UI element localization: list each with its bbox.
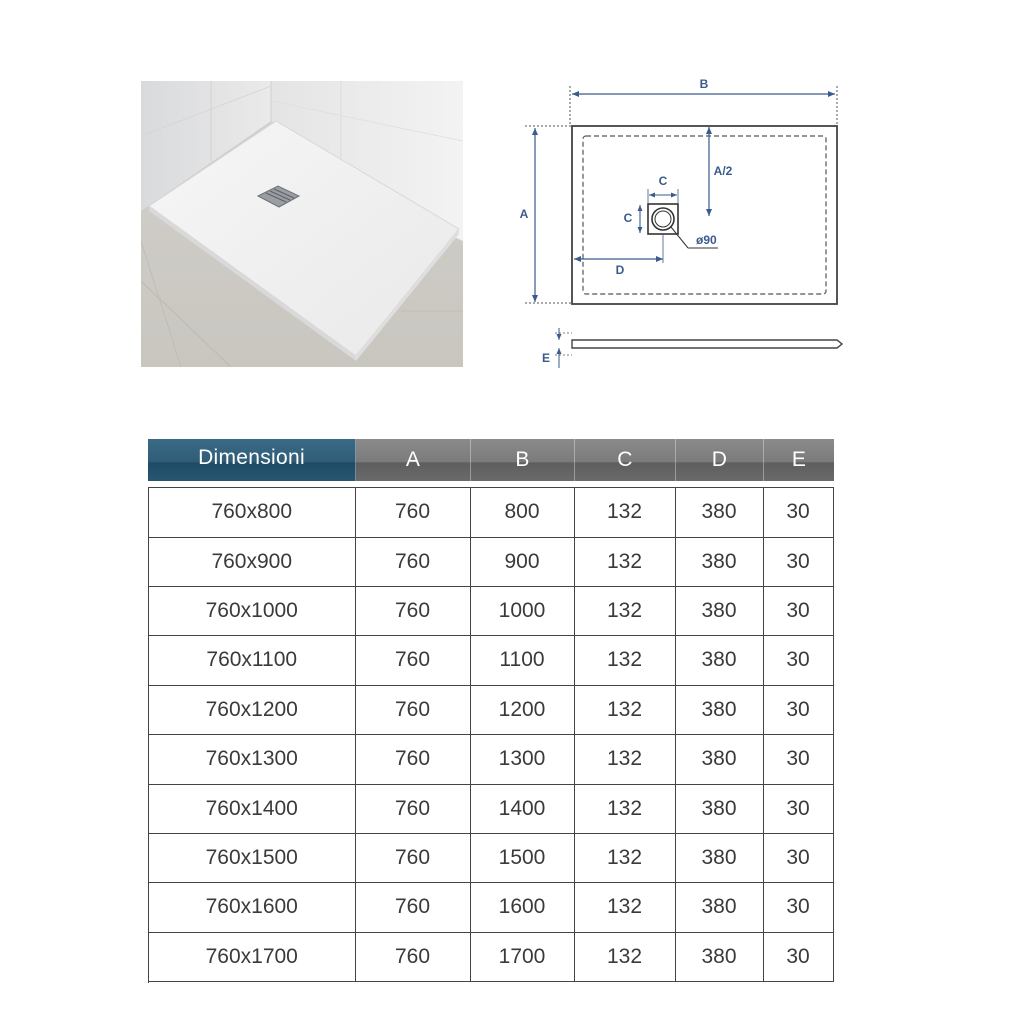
cell-a: 760 <box>356 488 471 538</box>
cell-dimensioni: 760x900 <box>149 537 356 587</box>
cell-e: 30 <box>764 488 834 538</box>
cell-e: 30 <box>764 784 834 834</box>
cell-a: 760 <box>356 686 471 736</box>
cell-a: 760 <box>356 784 471 834</box>
dim-label-e: E <box>541 351 551 365</box>
cell-e: 30 <box>764 686 834 736</box>
dim-label-a-half: A/2 <box>713 164 733 178</box>
dim-label-d: D <box>615 263 625 277</box>
table-header <box>148 439 834 481</box>
cell-d: 380 <box>676 933 764 983</box>
cell-b: 800 <box>471 488 575 538</box>
cell-a: 760 <box>356 537 471 587</box>
cell-d: 380 <box>676 735 764 785</box>
cell-d: 380 <box>676 686 764 736</box>
cell-c: 132 <box>575 834 676 884</box>
table-row <box>149 587 835 636</box>
cell-a: 760 <box>356 735 471 785</box>
table-row <box>149 834 835 883</box>
cell-d: 380 <box>676 636 764 686</box>
cell-b: 1500 <box>471 834 575 884</box>
cell-b: 1100 <box>471 636 575 686</box>
cell-b: 1400 <box>471 784 575 834</box>
table-row <box>149 488 835 537</box>
header-a: A <box>356 439 471 481</box>
cell-b: 1600 <box>471 883 575 933</box>
cell-e: 30 <box>764 537 834 587</box>
table-row <box>149 735 835 784</box>
cell-a: 760 <box>356 834 471 884</box>
cell-dimensioni: 760x800 <box>149 488 356 538</box>
cell-b: 1700 <box>471 933 575 983</box>
cell-a: 760 <box>356 636 471 686</box>
cell-c: 132 <box>575 686 676 736</box>
cell-dimensioni: 760x1400 <box>149 784 356 834</box>
cell-e: 30 <box>764 834 834 884</box>
cell-d: 380 <box>676 488 764 538</box>
cell-dimensioni: 760x1100 <box>149 636 356 686</box>
dimensions-table <box>148 487 834 983</box>
table-row <box>149 933 835 982</box>
table-row <box>149 883 835 932</box>
cell-c: 132 <box>575 784 676 834</box>
cell-a: 760 <box>356 883 471 933</box>
cell-c: 132 <box>575 735 676 785</box>
table-row <box>149 686 835 735</box>
cell-e: 30 <box>764 636 834 686</box>
cell-b: 1300 <box>471 735 575 785</box>
cell-dimensioni: 760x1700 <box>149 933 356 983</box>
cell-dimensioni: 760x1500 <box>149 834 356 884</box>
cell-d: 380 <box>676 537 764 587</box>
cell-c: 132 <box>575 587 676 637</box>
table-row <box>149 636 835 685</box>
dim-label-a: A <box>519 207 529 221</box>
cell-c: 132 <box>575 933 676 983</box>
header-d: D <box>676 439 764 481</box>
cell-dimensioni: 760x1300 <box>149 735 356 785</box>
cell-b: 1200 <box>471 686 575 736</box>
cell-e: 30 <box>764 735 834 785</box>
dim-label-c-top: C <box>658 174 668 188</box>
cell-c: 132 <box>575 636 676 686</box>
header-c: C <box>575 439 676 481</box>
header-dimensioni: Dimensioni <box>148 439 356 481</box>
header-e: E <box>764 439 834 481</box>
cell-c: 132 <box>575 488 676 538</box>
cell-a: 760 <box>356 933 471 983</box>
dim-label-c-left: C <box>623 211 633 225</box>
cell-c: 132 <box>575 537 676 587</box>
cell-d: 380 <box>676 834 764 884</box>
cell-e: 30 <box>764 933 834 983</box>
cell-e: 30 <box>764 883 834 933</box>
cell-d: 380 <box>676 883 764 933</box>
cell-b: 1000 <box>471 587 575 637</box>
cell-dimensioni: 760x1600 <box>149 883 356 933</box>
table-row <box>149 537 835 586</box>
cell-dimensioni: 760x1200 <box>149 686 356 736</box>
cell-b: 900 <box>471 537 575 587</box>
cell-d: 380 <box>676 587 764 637</box>
cell-a: 760 <box>356 587 471 637</box>
shower-tray-photo <box>141 81 463 367</box>
dim-label-diameter: ø90 <box>696 233 717 247</box>
dim-label-b: B <box>699 77 709 91</box>
cell-dimensioni: 760x1000 <box>149 587 356 637</box>
cell-c: 132 <box>575 883 676 933</box>
header-b: B <box>471 439 575 481</box>
cell-d: 380 <box>676 784 764 834</box>
technical-diagram <box>480 58 870 398</box>
table-row <box>149 784 835 833</box>
tray-side-profile <box>572 340 842 348</box>
cell-e: 30 <box>764 587 834 637</box>
